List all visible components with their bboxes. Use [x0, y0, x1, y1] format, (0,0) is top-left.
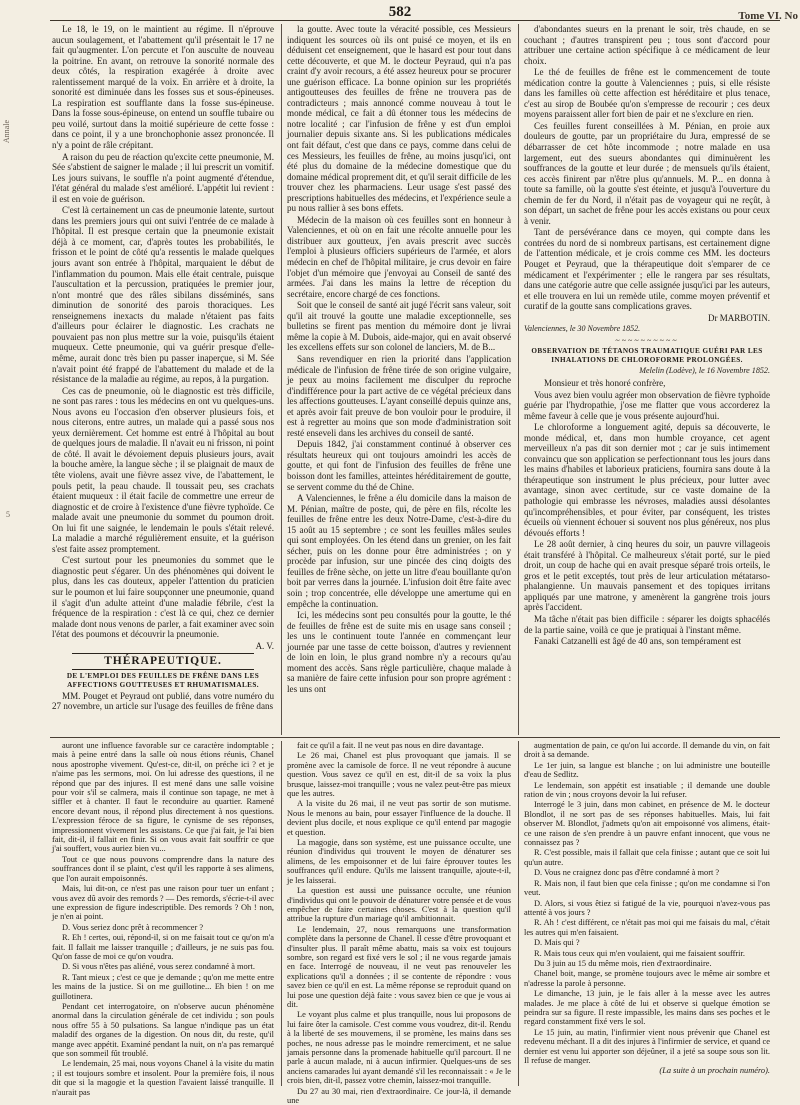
- article-paragraph: A Valenciennes, le frêne a élu domicile dans la maison de M. Pénian, maître de poste, qui, de père en fils, récolte les feuilles de frêne entre les deux Notre-Dame, c'est-à-dire du 15 août au 15 septembre ; ce sont les feuilles mâles seules qui sont employées. On les étend dans un grenier, on les fait sécher, puis on les donne pour être administrées ; on y procède par infusion, sur une pincée des cinq doigts des feuilles de frêne sèche, on jette un litre d'eau bouillante qu'on boit par verres dans la journée. L'infusion doit être faite avec soin ; trop concentrée, elle développe une amertume qui en empêche la continuation.: [287, 493, 511, 609]
- feuilleton-paragraph: Tout ce que nous pouvons comprendre dans la nature des souffrances dont il se plaint, c'est qu'il les rapporte à ses alimens, que l'on aurait empoisonnés.: [52, 854, 274, 883]
- article-paragraph: Le thé de feuilles de frêne est le commencement de toute médication contre la goutte à Valenciennes ; puis, si elle résiste dans les familles où cette affection est héréditaire et plus tenace, c'est au sirop de Boubée qu'on s'empresse de recourir ; ces deux moyens paraissent aller fort bien de pair et ne s'exclure en rien.: [524, 67, 770, 120]
- section-divider: [72, 669, 254, 670]
- header-rule: [50, 20, 780, 21]
- feuilleton-paragraph: Mais, lui dit-on, ce n'est pas une raison pour tuer un enfant ; vous avez dû avoir des remords ? — Des remords, s'écrie-t-il avec une expression de figure indescriptible. Des remords ? Oh ! non, je n'en ai point.: [52, 884, 274, 922]
- feuilleton-paragraph: D. Vous ne craignez donc pas d'être condamné à mort ?: [534, 868, 720, 878]
- to-be-continued-note: (La suite à un prochain numéro).: [659, 1066, 770, 1076]
- feuilleton-paragraph: Chanel boit, mange, se promène toujours avec le même air sombre et n'adresse la parole à personne.: [524, 969, 770, 988]
- feuilleton-paragraph: R. Tant mieux ; c'est ce que je demande ; qu'on me mette entre les mains de la justice. Si on me guillotine... Eh bien ! on me guillotinera.: [52, 972, 274, 1001]
- cropped-edge-left-text: Annale: [2, 120, 11, 144]
- column-rule: [518, 24, 519, 735]
- article-paragraph: la goutte. Avec toute la véracité possible, ces Messieurs indiquent les sources où ils ont puisé ce moyen, et ils en déduisent cet enseignement, que le hasard est pour tout dans cette découverte, et que M. le docteur Peyraud, qui n'a pas craint d'y avoir recours, a été assez heureux pour se procurer une guérison efficace. La bonne opinion sur les propriétés antigoutteuses des feuilles de frêne ne trouvera pas de contradicteurs ; mais annoncé comme nouveau à tout le monde médical, ce fait a dû étonner tous les médecins de notre localité ; car l'infusion de frêne y est d'un emploi journalier depuis sixante ans. Si les publications médicales ont fait défaut, c'est que dans ce pays, comme dans celui de ces Messieurs, les feuilles de frêne, au moins jusqu'ici, ont été plus du domaine de la médecine domestique que du domaine médical proprement dit, et qu'il serait difficile de les trouver chez les pharmaciens. Leur usage s'est passé des prescriptions habituelles des médecins, et l'expérience seule a pu nous rallier à ses bons effets.: [287, 24, 511, 214]
- feuilleton-paragraph: R. Mais tous ceux qui m'en voulaient, qui me faisaient souffrir.: [534, 948, 745, 958]
- article-paragraph: Le 28 août dernier, à cinq heures du soir, un pauvre villageois était transféré à l'hôpital. Ce malheureux s'était porté, sur le pied droit, un coup de hache qui en avait presque séparé trois orteils, le gros et le petit exceptés, tout près de leur articulation métatarso-phalangienne. Un mauvais pansement et des topiques irritans appliqués par une matrone, y amenèrent la gangrène trois jours après l'accident.: [524, 539, 770, 613]
- feuilleton-paragraph: Le 15 juin, au matin, l'infirmier vient nous prévenir que Chanel est redevenu méchant. Il a dit des injures à l'infirmier de service, et quand ce dernier est venu lui apporter son déjeûner, il a jeté sa soupe sous son lit. Il refuse de manger.: [524, 1027, 770, 1065]
- feuilleton-paragraph: Le lendemain, 25 mai, nous voyons Chanel à la visite du matin ; il est toujours sombre et insolent. Pour la première fois, il nous dit que si la magogie et la question l'avaient laissé tranquille. Il n'aurait pas: [52, 1059, 274, 1097]
- feuilleton-rule: [50, 737, 780, 738]
- article-dateline-melelin: Melelin (Lodève), le 16 Novembre 1852.: [639, 366, 770, 376]
- feuilleton-paragraph: Pendant cet interrogatoire, on n'observe aucun phénomène anormal dans la circulation générale de cet individu ; son pouls nous offre 55 à 50 pulsations. Sa langue n'indique pas un état maladif des organes de la digestion. On nous dit, du reste, qu'il mange avec appétit. Examiné pendant la nuit, on n'a pas remarqué que son sommeil fût troublé.: [52, 1001, 274, 1058]
- feuilleton-paragraph: Le lendemain, son appétit est insatiable ; il demande une double ration de vin ; nous croyons devoir la lui refuser.: [524, 780, 770, 800]
- article-paragraph: Ici, les médecins sont peu consultés pour la goutte, le thé de feuilles de frêne est de suite mis en usage sans conseil ; les uns le continuent toute l'année en commençant leur journée par une tasse de cette boisson, d'autres y reviennent de loin en loin, le plus grand nombre n'y a recours qu'au moment des accès. Sans règle particulière, chaque malade à sa manière de faire cette infusion pour son propre agrément : les uns ont: [287, 610, 511, 694]
- main-column-3: [524, 24, 770, 733]
- feuilleton-paragraph: Le voyant plus calme et plus tranquille, nous lui proposons de lui faire ôter la camisole. C'est comme vous voudrez, dit-il. Rendu à la liberté de ses mouvemens, il se promène, les mains dans ses poches, ne nous adresse pas le moindre remerciment, et ne salue jamais personne dans la promenade habituelle qu'il parcourt. Il ne parle à aucun malade, ni à aucun infirmier. Quelques-uns de ses anciens camarades lui ayant demandé s'il les reconnaissait : « Je le crois bien, dit-il, passez votre chemin, laissez-moi tranquille.: [287, 1010, 511, 1086]
- article-heading-frene: DE L'EMPLOI DES FEUILLES DE FRÊNE DANS LES AFFECTIONS GOUTTEUSES ET RHUMATISMALES.: [66, 671, 260, 689]
- feuilleton-paragraph: A la visite du 26 mai, il ne veut pas sortir de son mutisme. Nous le menons au bain, pour essayer l'influence de la douche. Il devient plus docile, et nous explique ce qu'il entend par magogie et question.: [287, 799, 511, 837]
- feuilleton-paragraph: D. Alors, si vous êtiez si fatigué de la vie, pourquoi n'avez-vous pas attenté à vos jours ?: [524, 898, 770, 917]
- feuilleton-paragraph: Interrogé le 3 juin, dans mon cabinet, en présence de M. le docteur Blondlot, il ne sort pas de ses réponses habituelles. Mais, lui fait observer M. Blondlot, j'admets qu'on ait empoisonné vos alimens, était-ce une raison de s'en prendre à un pauvre enfant innocent, que vous ne connaissez pas ?: [524, 800, 770, 848]
- article-paragraph: Soit que le conseil de santé ait jugé l'écrit sans valeur, soit qu'il ait trouvé la goutte une maladie exceptionnelle, ses bulletins se firent pas mention du mémoire dont je livrai même la copie à M. Dubois, aide-major, qui en avait observé les excellens effets sur son colonel de lanciers, M. de B...: [287, 300, 511, 353]
- feuilleton-paragraph: fait ce qu'il a fait. Il ne veut pas nous en dire davantage.: [297, 741, 484, 750]
- col3-paragraphs: [524, 24, 770, 312]
- article-paragraph: MM. Pouget et Peyraud ont publié, dans votre numéro du 27 novembre, un article sur l'usage des feuilles de frêne dans: [52, 690, 274, 712]
- cropped-edge-header: Tome VI. No: [738, 10, 798, 22]
- article-signature-marbotin: Dr MARBOTIN.: [708, 312, 770, 323]
- feuilleton-col3-paragraphs: [524, 741, 770, 1065]
- article-paragraph: Ces feuilles furent conseillées à M. Pénian, en proie aux douleurs de goutte, par un propriétaire du Jura, empressé de se débarrasser de cet hôte incommode ; notre malade en usa largement, eut des sueurs abondantes qui diminuèrent les souffrances de la goutte et leur durée ; de mensuels qu'ils étaient, ces accès finirent par n'être plus qu'annuels. M. P... en donna à toute sa famille, où la goutte s'est éteinte, et jusqu'à l'ouverture du chemin de fer du Nord, il n'était pas de voyageur qui ne reçût, à son départ, un sachet de frêne pour les accès existans ou pour ceux à venir.: [524, 120, 770, 226]
- feuilleton-paragraph: Le lendemain, 27, nous remarquons une transformation complète dans la personne de Chanel. Il cesse d'être provoquant et d'insulter plus. Il paraît même abattu, mais sa voix est toujours sombre, son regard est fixé vers le sol ; il ne vous regarde jamais en face. Interrogé de nouveau, il ne veut pas renouveler les explications qu'il a données ; il se contente de répondre : vous savez bien ce qu'il en est. La même réponse se reproduit quand on lui pose une question déjà faite : vous savez bien ce que je vous ai dit.: [287, 924, 511, 1009]
- article-paragraph: Ma tâche n'était pas bien difficile : séparer les doigts sphacélés de la partie saine, voilà ce que je pratiquai à l'instant même.: [524, 613, 770, 635]
- col3-paragraphs-tetanos: [524, 390, 770, 647]
- article-dateline-valenciennes: Valenciennes, le 30 Novembre 1852.: [524, 324, 641, 334]
- article-paragraph: A raison du peu de réaction qu'excite cette pneumonie, M. Sée s'abstient de saigner le malade ; il lui prescrit un vomitif. Les jours suivans, le souffle n'a point augmenté d'étendue, l'état général du malade s'est amélioré. L'appétit lui revient : il est en voie de guérison.: [52, 151, 274, 204]
- feuilleton-column-2: [287, 741, 511, 1105]
- feuilleton-paragraph: augmentation de pain, ce qu'on lui accorde. Il demande du vin, on fait droit à sa demande.: [524, 741, 770, 760]
- article-paragraph: Médecin de la maison où ces feuilles sont en honneur à Valenciennes, et où on en fait une récolte annuelle pour les distribuer aux goutteux, j'en avais prescrit avec succès l'emploi à plusieurs officiers supérieurs de l'armée, et alors médecin en chef de l'hôpital militaire, je crus devoir en faire l'objet d'un mémoire que j'envoyai au Conseil de santé des armées. J'ai dans les mains la lettre de réception du secrétaire, encore chargé de ces fonctions.: [287, 214, 511, 299]
- article-paragraph: C'est là certainement un cas de pneumonie latente, surtout dans les premiers jours qui ont suivi l'entrée de ce malade à l'hôpital. Il est presque certain que la pneumonie existait déjà à ce moment, car, d'après toutes les probabilités, le frisson et le point de côté qu'a ressentis le malade quelques jours avant son entrée à l'hôpital, marquaient le début de l'inflammation du poumon. Mais elle était centrale, puisque l'auscultation et la percussion, pratiquées le premier jour, n'ont montré que des râles sibilans disséminés, sans diminution de sonorité des parois thoraciques. Les renseignemens inexacts du malade n'étaient pas faits d'ailleurs pour éclairer le diagnostic. Les crachats ne pouvaient pas non plus mettre sur la voie, puisqu'ils étaient muqueux. Cette pneumonie, qui va guérir presque d'elle-même, aurait donc très bien pu passer inaperçue, si M. Sée n'avait point été frappé de l'abattement du malade et de la résistance de la maladie au régime, au repos, à la purgation.: [52, 205, 274, 385]
- feuilleton-column-3: [524, 741, 770, 1086]
- article-paragraph: Tant de persévérance dans ce moyen, qui compte dans les contrées du nord de si nombreux partisans, est certainement digne de l'attention médicale, et je crois comme ces MM. les docteurs Pouget et Peyraud, que la thérapeutique doit s'emparer de ce médicament et l'expérimenter ; elle le rangera par ses résultats, dans une catégorie autre que celle assignée jusqu'ici par les auteurs, et elle trouvera en lui un remède utile, comme moyen préventif et curatif de la goutte sans complications graves.: [524, 227, 770, 312]
- feuilleton-paragraph: D. Si vous n'êtes pas aliéné, vous serez condamné à mort.: [62, 962, 255, 972]
- column-rule: [518, 741, 519, 1086]
- main-column-2: [287, 24, 511, 733]
- feuilleton-paragraph: D. Mais qui ?: [534, 938, 580, 948]
- feuilleton-paragraph: Le 1er juin, sa langue est blanche ; on lui administre une bouteille d'eau de Sedlitz.: [524, 760, 770, 780]
- article-signature-av: A. V.: [255, 640, 274, 651]
- feuilleton-paragraph: Du 27 au 30 mai, rien d'extraordinaire. Ce jour-là, il demande une: [287, 1086, 511, 1105]
- col2-paragraphs: [287, 24, 511, 694]
- cropped-edge-left-number: 5: [6, 510, 10, 519]
- feuilleton-paragraph: R. C'est possible, mais il fallait que cela finisse ; autant que ce soit lui qu'un autre.: [524, 848, 770, 867]
- page-number: 582: [388, 4, 412, 20]
- article-paragraph: Vous avez bien voulu agréer mon observation de fièvre typhoïde guérie par l'hydropathie, j'ose me flatter que vous accorderez la même faveur à celle que je vous présente aujourd'hui.: [524, 389, 770, 421]
- article-paragraph: d'abondantes sueurs en la prenant le soir, très chaude, en se couchant ; d'autres transpirent peu ; tous sont d'accord pour attribuer une certaine action spécifique à ce médicament de leur choix.: [524, 24, 770, 66]
- article-paragraph: Le 18, le 19, on le maintient au régime. Il n'éprouve aucun soulagement, et l'abattement qu'il présentait le 17 ne fait qu'augmenter. L'on percute et l'on ausculte de nouveau la poitrine. En avant, on retrouve la sonorité normale des deux côtés, la respiration exagérée à droite avec ralentissement marqué de la voix. En arrière et à droite, la sonorité est diminuée dans les fosses sus et sous-épineuses. La respiration est soufflante dans la fosse sus-épineuse. Dans la fosse sous-épineuse, on entend un souffle tubaire ou peu voilé, surtout dans la moitié supérieure de cette fosse : dans ce point, il y a une bronchophonie assez prononcée. Il n'y a point de râle crépitant.: [52, 24, 274, 151]
- article-paragraph: Fanaki Catzanelli est âgé de 40 ans, son tempérament est: [534, 636, 742, 647]
- article-paragraph: Sans revendiquer en rien la priorité dans l'application médicale de l'infusion de frêne tirée de son origine vulgaire, je peux au moins facilement me disculper du reproche d'indifférence pour la part active de ce végétal précieux dans les affections goutteuses. L'ayant conseillé depuis quinze ans, et après avoir fait preuve de bon vouloir pour le produire, il est à regretter au moins que son mode d'administration soit resté enseveli dans les archives du conseil de santé.: [287, 353, 511, 438]
- feuilleton-column-1: [52, 741, 274, 1097]
- feuilleton-paragraph: Le 26 mai, Chanel est plus provoquant que jamais. Il se promène avec la camisole de force. Il ne veut répondre à aucune question. Vous savez ce qu'il en est, dit-il de sa voix la plus brusque, laissez-moi tranquille ; vous ne valez peut-être pas mieux que les autres.: [287, 751, 511, 799]
- ornamental-divider: ~~~~~~~~~~: [615, 335, 679, 345]
- feuilleton-paragraph: La magogie, dans son système, est une puissance occulte, une réunion d'individus qui trouvent le moyen de dénaturer ses alimens, de les empoisonner et de lui faire éprouver toutes les souffrances qu'il endure. Qu'ils me laissent tranquille, ajoute-t-il, je les laisserai.: [287, 838, 511, 885]
- col1-paragraphs: [52, 24, 274, 640]
- feuilleton-paragraph: auront une influence favorable sur ce caractère indomptable ; mais à peine entré dans la salle où nous étions réunis, Chanel nous apostrophe vivement. Qu'est-ce, dit-il, on préche ici ? et je n'aime pas les sermons, moi. On lui adresse des questions, il ne répond que par des injures. Il est mené dans une salle voisine pour voir s'il se calmera, mais il continue son tapage, ne met à siffler et à chanter. Il faut le reconduire au quartier. Ramené encore devant nous, il répond plus directement à nos questions. L'expression féroce de sa figure, le cynisme de ses réponses, impressionnent vivement les assistans. Ce que j'ai fait, je l'ai bien fait, dit-il, il fallait en finir. Si on vous avait fait souffrir ce que j'ai souffert, vous auriez bien vu...: [52, 741, 274, 854]
- feuilleton-paragraph: R. Eh ! certes, oui, répond-il, si on me faisait tout ce qu'on m'a fait. Il fallait me laisser tranquille ; d'ailleurs, je ne suis pas fou. Qu'on fasse de moi ce qu'on voudra.: [52, 933, 274, 961]
- article-paragraph: Ces cas de pneumonie, où le diagnostic est très difficile, ne sont pas rares : tous les médecins en ont vu quelques-uns. Nous avons eu l'occasion d'en observer plusieurs fois, et nous citerons, entre autres, un malade qui a passé sous nos yeux dernièrement. Cet homme est entré à l'hôpital au bout de quelques jours de maladie. Il n'avait eu ni frisson, ni point de côté. Il avait le dévoiement depuis plusieurs jours, avait la bouche amère, la langue sèche ; il se plaignait de maux de tête violens, avait une fièvre assez vive, de l'abattement, le pouls petit, la peau chaude. Il toussait peu, ses crachats étaient muqueux : il était facile de commettre une erreur de diagnostic et de croire à l'existence d'une fièvre typhoïde. Ce malade avait une pneumonie du sommet du poumon droit. On lui fit une saignée, le lendemain le pouls s'était relevé. La maladie a marché régulièrement ensuite, et la guérison s'est faite assez promptement.: [52, 385, 274, 554]
- section-title-therapeutique: THÉRAPEUTIQUE.: [104, 655, 222, 668]
- article-paragraph: Depuis 1842, j'ai constamment continué à observer ces résultats heureux qui ont toujours amoindri les accès de goutte, et qui font de l'infusion des feuilles de frêne une boisson dont les familles, atteintes héréditairement de goutte, se servent comme du thé de Chine.: [287, 439, 511, 492]
- column-rule: [281, 741, 282, 1086]
- feuilleton-paragraph: Le dimanche, 13 juin, je le fais aller à la messe avec les autres malades. Je me place à côté de lui et observe si quelque émotion se peindra sur sa figure. Il reste impassible, les mains dans ses poches et le regard constamment fixé vers le sol.: [524, 989, 770, 1027]
- article-salutation: Monsieur et très honoré confrère,: [544, 377, 666, 388]
- feuilleton-paragraph: R. Ah ! c'est différent, ce n'était pas moi qui me faisais du mal, c'était les autres qui m'en faisaient.: [524, 918, 770, 937]
- main-column-1: [52, 24, 274, 733]
- article-paragraph: Le chloroforme a longuement agité, depuis sa découverte, le monde médical, et, dans mon humble croyance, cet agent merveilleux n'a pas dit son dernier mot ; car je suis intimement convaincu que son application se perfectionnant tous les jours dans les mains d'habiles et laborieux praticiens, fournira sans doute à la thérapeutique son instrument le plus précieux, pour lutter avec avantage, sinon avec certitude, sur ce vaste domaine de la pathologie qui embrasse les névroses, maladies aussi désolantes qu'incompréhensibles, et pour éviter, par conséquent, les tristes écueils où viennent échouer si souvent nos plus généreux, nos plus dévoués efforts !: [524, 422, 770, 538]
- article-paragraph: C'est surtout pour les pneumonies du sommet que le diagnostic peut s'égarer. Un des phénomènes qui doivent le plus, dans les cas douteux, appeler l'attention du praticien sur le poumon et lui faire soupçonner une pneumonie, quand il s'agit d'un adulte atteint d'une maladie fébrile, c'est la fréquence de la respiration : c'est là ce qui, chez ce dernier malade dont nous venons de parler, a fait examiner avec soin l'état des poumons et découvrir la pneumonie.: [52, 555, 274, 640]
- feuilleton-paragraph: La question est aussi une puissance occulte, une réunion d'individus qui ont le pouvoir de dénaturer votre pensée et de vous empêcher de faire certaines choses. C'est à la question qu'il attribue la rupture d'un mariage qu'il ambitionnait.: [287, 886, 511, 924]
- feuilleton-paragraph: D. Vous seriez donc prêt à recommencer ?: [62, 922, 204, 932]
- article-heading-tetanos: OBSERVATION DE TÉTANOS TRAUMATIQUE GUÉRI PAR LES INHALATIONS DE CHLOROFORME PROLONGÉES.: [531, 347, 763, 365]
- feuilleton-paragraph: Du 3 juin au 15 du même mois, rien d'extraordinaire.: [534, 958, 712, 968]
- column-rule: [281, 24, 282, 735]
- feuilleton-paragraph: R. Mais non, il faut bien que cela finisse ; qu'on me condamne si l'on veut.: [524, 878, 770, 898]
